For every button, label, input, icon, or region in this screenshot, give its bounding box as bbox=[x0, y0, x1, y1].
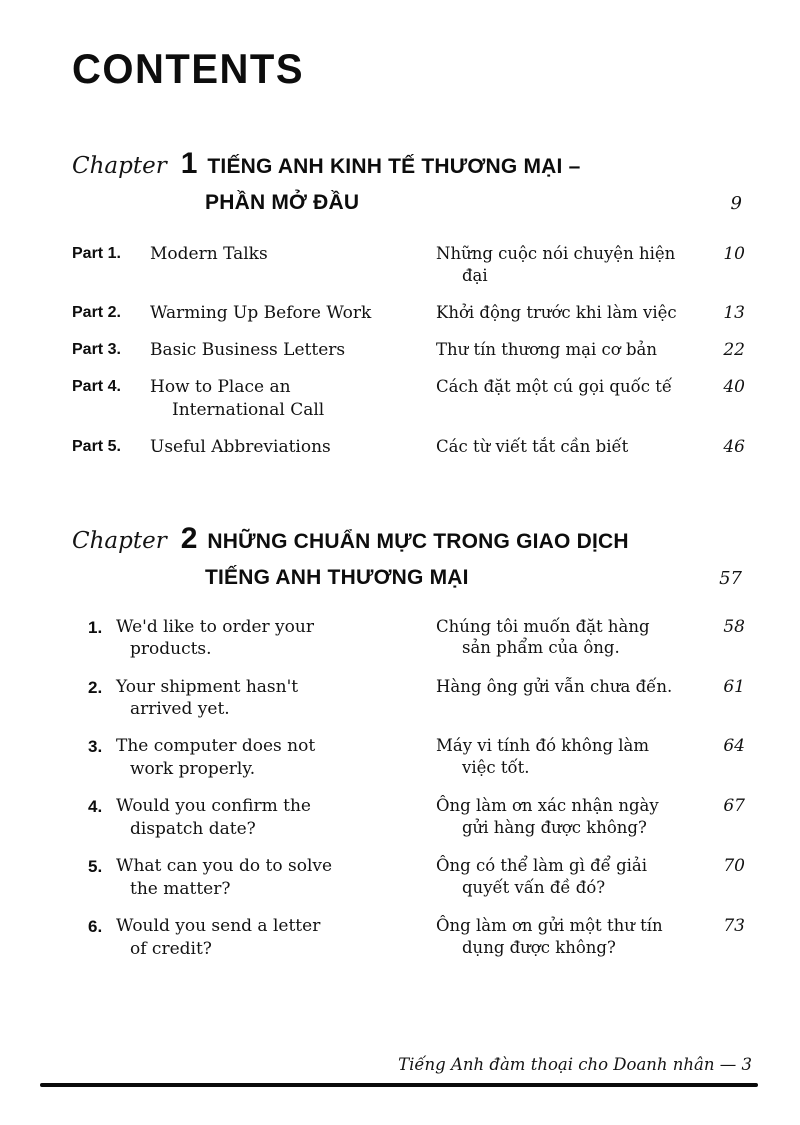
item-number: 5. bbox=[88, 857, 103, 877]
footer-rule bbox=[40, 1083, 758, 1087]
chapter-page-number: 9 bbox=[730, 193, 742, 214]
entry-vietnamese: Ông làm ơn gửi một thư tín dụng được không? bbox=[436, 916, 663, 957]
part-label: Part 1. bbox=[72, 245, 121, 262]
chapter-number: 2 bbox=[180, 521, 198, 555]
toc-row-part-3 bbox=[72, 339, 745, 361]
chapter-title-line2: TIẾNG ANH THƯƠNG MẠI bbox=[205, 565, 469, 589]
entry-english: Modern Talks bbox=[150, 244, 268, 264]
entry-page-number: 10 bbox=[723, 244, 745, 264]
part-label: Part 2. bbox=[72, 303, 121, 321]
item-number: 1. bbox=[88, 617, 103, 637]
entry-vietnamese: Cách đặt một cú gọi quốc tế bbox=[436, 377, 672, 397]
entry-vietnamese: Các từ viết tắt cần biết bbox=[436, 437, 629, 457]
entry-page-number: 61 bbox=[723, 676, 745, 697]
chapter-title-line1: NHỮNG CHUẨN MỰC TRONG GIAO DỊCH bbox=[207, 529, 629, 553]
toc-row-part-2 bbox=[72, 302, 745, 324]
entry-page-number: 70 bbox=[723, 856, 745, 877]
chapter-number: 1 bbox=[180, 147, 198, 180]
entry-english: Would you confirm the dispatch date? bbox=[116, 796, 311, 839]
entry-english: Warming Up Before Work bbox=[150, 302, 372, 323]
entry-page-number: 22 bbox=[723, 339, 745, 360]
chapter-title-line1: TIẾNG ANH KINH TẾ THƯƠNG MẠI – bbox=[207, 155, 581, 178]
toc-row-item-5 bbox=[72, 855, 745, 900]
entry-page-number: 73 bbox=[723, 916, 745, 937]
toc-row-item-1 bbox=[72, 616, 745, 661]
part-label: Part 5. bbox=[72, 438, 121, 456]
entry-english: Basic Business Letters bbox=[150, 339, 346, 360]
entry-vietnamese: Khởi động trước khi làm việc bbox=[436, 302, 677, 322]
entry-page-number: 64 bbox=[723, 736, 745, 757]
entry-english: Would you send a letter of credit? bbox=[116, 916, 321, 959]
entry-page-number: 46 bbox=[723, 437, 745, 458]
chapter-1-heading bbox=[72, 147, 745, 215]
item-number: 4. bbox=[88, 797, 103, 817]
entry-vietnamese: Ông làm ơn xác nhận ngày gửi hàng được không? bbox=[436, 796, 659, 838]
toc-row-item-3 bbox=[72, 735, 745, 780]
entry-page-number: 13 bbox=[723, 302, 745, 323]
entry-vietnamese: Hàng ông gửi vẫn chưa đến. bbox=[436, 676, 673, 696]
entry-page-number: 67 bbox=[723, 796, 745, 817]
toc-row-item-4 bbox=[72, 795, 745, 840]
toc-row-item-2 bbox=[72, 676, 745, 721]
entry-vietnamese: Những cuộc nói chuyện hiện đại bbox=[436, 244, 676, 285]
toc-row-part-5 bbox=[72, 436, 745, 458]
chapter-word: Chapter bbox=[72, 153, 167, 179]
item-number: 2. bbox=[88, 677, 103, 697]
entry-english: Your shipment hasn't arrived yet. bbox=[116, 676, 299, 720]
entry-english: What can you do to solve the matter? bbox=[116, 856, 333, 899]
entry-vietnamese: Ông có thể làm gì để giải quyết vấn đề đó? bbox=[436, 856, 648, 897]
entry-vietnamese: Thư tín thương mại cơ bản bbox=[436, 339, 657, 359]
chapter-title-line2: PHẦN MỞ ĐẦU bbox=[205, 191, 360, 214]
part-label: Part 4. bbox=[72, 378, 121, 396]
part-label: Part 3. bbox=[72, 340, 121, 358]
entry-english: How to Place an International Call bbox=[150, 377, 325, 420]
entry-english: Useful Abbreviations bbox=[150, 437, 331, 458]
chapter-page-number: 57 bbox=[719, 567, 742, 589]
toc-row-part-4 bbox=[72, 376, 745, 421]
entry-page-number: 58 bbox=[723, 616, 745, 637]
entry-vietnamese: Máy vi tính đó không làm việc tốt. bbox=[436, 736, 650, 778]
page-title: CONTENTS bbox=[72, 46, 304, 93]
chapter-2-heading bbox=[72, 522, 745, 590]
entry-vietnamese: Chúng tôi muốn đặt hàng sản phẩm của ông. bbox=[436, 616, 650, 658]
item-number: 3. bbox=[88, 737, 103, 757]
entry-english: The computer does not work properly. bbox=[116, 736, 316, 779]
footer-text: Tiếng Anh đàm thoại cho Doanh nhân — 3 bbox=[398, 1055, 752, 1074]
item-number: 6. bbox=[88, 917, 103, 937]
entry-page-number: 40 bbox=[723, 377, 745, 398]
chapter-word: Chapter bbox=[72, 527, 167, 554]
entry-english: We'd like to order your products. bbox=[116, 616, 314, 660]
toc-row-item-6 bbox=[72, 915, 745, 960]
page-footer bbox=[40, 1055, 758, 1087]
toc-row-part-1 bbox=[72, 243, 745, 287]
